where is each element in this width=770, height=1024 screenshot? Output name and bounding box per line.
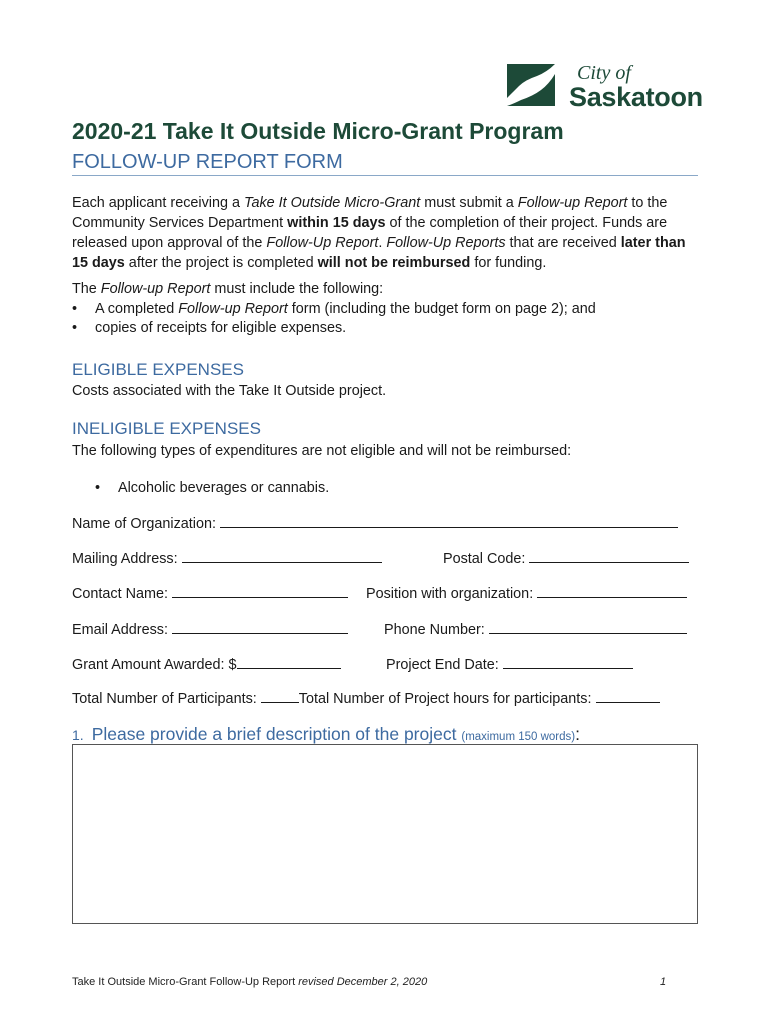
project-description-textarea[interactable]	[72, 744, 698, 924]
ineligible-heading: INELIGIBLE EXPENSES	[72, 419, 261, 438]
mailing-address-field[interactable]	[72, 548, 382, 568]
logo-city-of: City of	[577, 62, 631, 84]
grant-amount-label: Grant Amount Awarded: $	[72, 657, 237, 673]
eligible-text: Costs associated with the Take It Outside project.	[72, 383, 387, 399]
email-label: Email Address:	[72, 622, 168, 638]
mailing-address-input-line[interactable]	[182, 548, 382, 563]
eligible-heading: ELIGIBLE EXPENSES	[72, 360, 244, 379]
phone-field[interactable]	[384, 619, 687, 639]
email-field[interactable]	[72, 619, 348, 639]
postal-code-input-line[interactable]	[529, 548, 689, 563]
list-item: • A completed Follow-up Report form (including the budget form on page 2); and	[72, 301, 596, 317]
email-input-line[interactable]	[172, 619, 348, 634]
position-input-line[interactable]	[537, 583, 687, 598]
list-item: • copies of receipts for eligible expenses.	[72, 320, 347, 336]
city-logo	[503, 62, 703, 114]
logo-saskatoon: Saskatoon	[569, 82, 703, 112]
organization-label: Name of Organization:	[72, 516, 216, 532]
page-number: 1	[660, 976, 667, 988]
title-divider	[72, 175, 698, 176]
page-footer: Take It Outside Micro-Grant Follow-Up Report revised December 2, 2020	[72, 976, 428, 988]
participants-field[interactable]	[72, 688, 660, 708]
question-1-heading: 1. Please provide a brief description of the project (maximum 150 words):	[72, 724, 580, 744]
ineligible-text: The following types of expenditures are not eligible and will not be reimbursed:	[72, 443, 572, 459]
postal-code-label: Postal Code:	[443, 551, 526, 567]
contact-name-field[interactable]	[72, 583, 348, 603]
project-end-date-label: Project End Date:	[386, 657, 499, 673]
list-item: • Alcoholic beverages or cannabis.	[95, 480, 330, 496]
mailing-address-label: Mailing Address:	[72, 551, 178, 567]
position-field[interactable]	[366, 583, 687, 603]
phone-input-line[interactable]	[489, 619, 687, 634]
page-title: 2020-21 Take It Outside Micro-Grant Program	[72, 118, 564, 144]
project-end-date-field[interactable]	[386, 654, 633, 674]
requirements-intro: The Follow-up Report must include the following:	[72, 281, 384, 297]
position-label: Position with organization:	[366, 586, 534, 602]
phone-label: Phone Number:	[384, 622, 485, 638]
intro-paragraph: Each applicant receiving a Take It Outside Micro-Grant must submit a Follow-up Report to the Community Services Department within 15 days of the completion of their project. Funds are released upon approval of the Follow-Up Report. Follow-Up Reports that are received later than 15 days after the project is completed will not be reimbursed for funding.	[72, 195, 686, 271]
page-subtitle: FOLLOW-UP REPORT FORM	[72, 151, 343, 173]
hours-input-line[interactable]	[596, 688, 660, 703]
hours-label: Total Number of Project hours for participants:	[298, 691, 592, 707]
organization-field[interactable]	[72, 513, 678, 533]
organization-input-line[interactable]	[220, 513, 678, 528]
project-end-date-input-line[interactable]	[503, 654, 633, 669]
participants-label: Total Number of Participants:	[72, 691, 257, 707]
contact-name-input-line[interactable]	[172, 583, 348, 598]
grant-amount-input-line[interactable]	[237, 654, 341, 669]
participants-input-line[interactable]	[261, 688, 299, 703]
saskatoon-logo-icon	[503, 62, 559, 108]
postal-code-field[interactable]	[443, 548, 689, 568]
grant-amount-field[interactable]	[72, 654, 341, 674]
contact-name-label: Contact Name:	[72, 586, 168, 602]
